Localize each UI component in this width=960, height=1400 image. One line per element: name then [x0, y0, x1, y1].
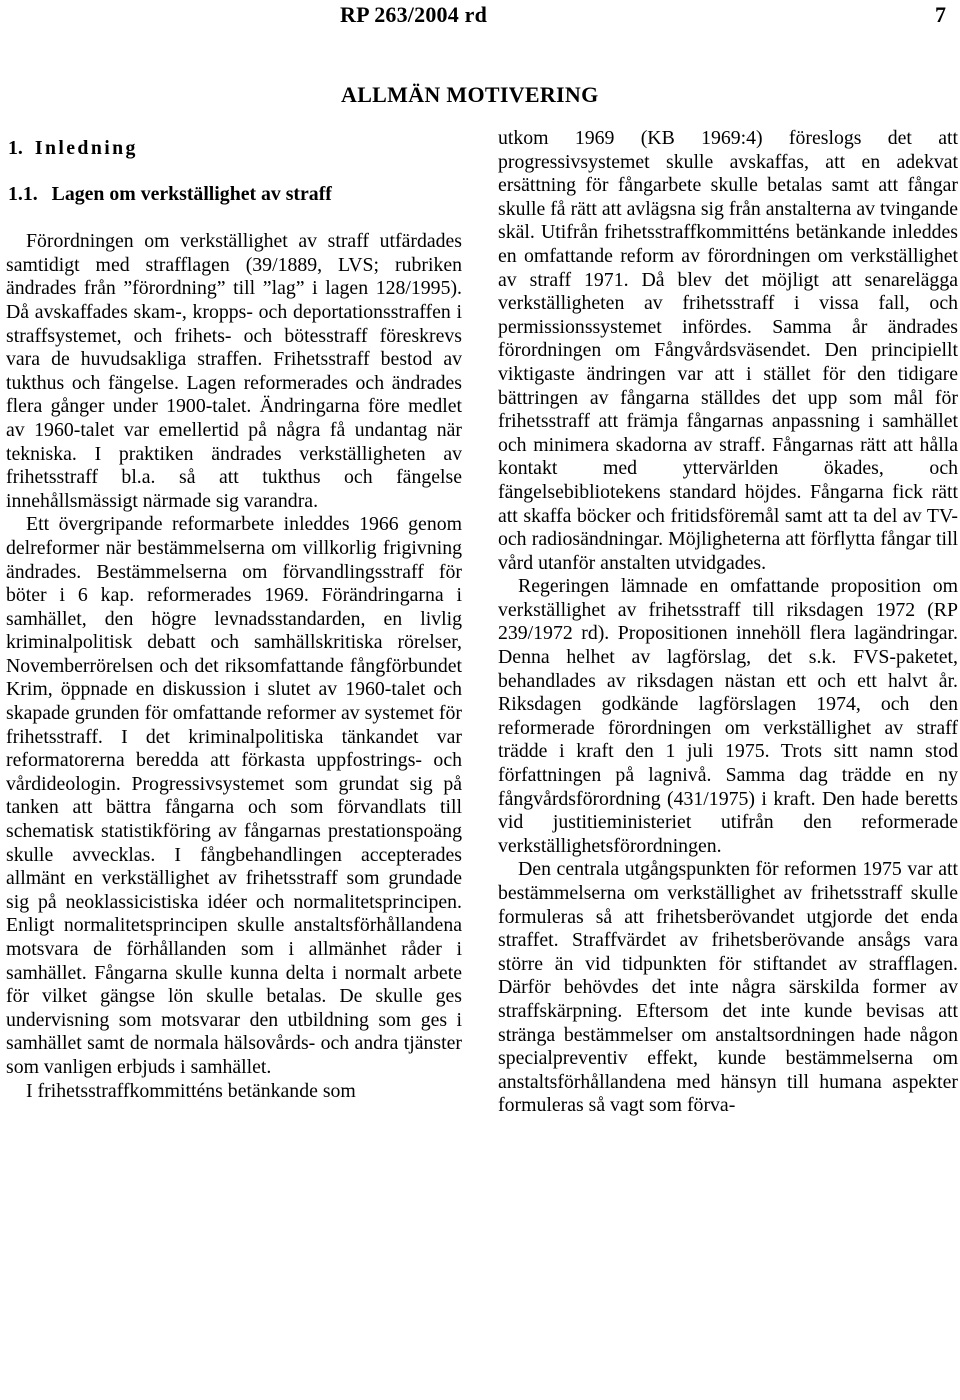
subsection-title: Lagen om verkställighet av straff: [51, 182, 332, 205]
chapter-title: Inledning: [34, 137, 138, 159]
paragraph: Förordningen om verkställighet av straff utfärdades samtidigt med strafflagen (39/1889, LVS; rubriken ändrades från ”förordning” till ”lag” i lagen 128/1995). Då avskaffades skam-, kropps- och deportationsstraffen i straffsystemet, och frihets- och bötesstraff föreskrevs vara de huvudsakliga straffen. Frihetsstraff bestod av tukthus och fängelse. Lagen reformerades och ändrades flera gånger under 1900-talet. Ändringarna före medlet av 1960-talet var emellertid på några få undantag när tekniska. I praktiken ändrades verkställigheten av frihetsstraff bl.a. så att tukthus och fängelse innehållsmässigt närmade sig varandra.: [6, 230, 462, 512]
subsection-heading: [6, 183, 462, 207]
left-column: [6, 127, 462, 1103]
chapter-heading: [6, 137, 462, 161]
paragraph: Regeringen lämnade en omfattande proposition om verkställighet av frihetsstraff till riksdagen 1972 (RP 239/1972 rd). Propositionen innehöll flera lagändringar. Denna helhet av lagförslag, det s.k. FVS-paketet, behandlades av riksdagen nästan ett och ett halvt år. Riksdagen godkände lagförslagen 1974, och den reformerade förordningen om verkställighet av straff trädde i kraft den 1 juli 1975. Trots sitt namn stod författningen på lagnivå. Samma dag trädde en ny fångvårdsförordning (431/1975) i kraft. Den hade beretts vid justitieministeriet utifrån den reformerade verkställighetsförordningen.: [498, 575, 958, 857]
section-title: ALLMÄN MOTIVERING: [341, 82, 599, 107]
right-column: [498, 127, 958, 1118]
paragraph: Ett övergripande reformarbete inleddes 1966 genom delreformer när bestämmelserna om villkorlig frigivning ändrades. Bestämmelserna om förvandlingsstraff för böter i 6 kap. reformerades 1969. Förändringarna i samhället, den högre levnadsstandarden, en livlig kriminalpolitisk debatt och samhällskritiska rörelser, Novemberrörelsen och det riksomfattande fångförbundet Krim, öppnade en diskussion i slutet av 1960-talet och skapade grunden för omfattande reformer av systemet för frihetsstraff. I det kriminalpolitiska tänkandet var reformatorerna beredda att förkasta uppfostrings- och vårdideologin. Progressivsystemet som grundat sig på tanken att bättra fångarna och som förvandlats till schematisk statistikföring av fångarnas prestationspoäng skulle avvecklas. I fångbehandlingen accepterades allmänt en verkställighet av frihetsstraff som grundade sig på neoklassicistiska idéer och normalitetsprincipen. Enligt normalitetsprincipen skulle anstaltsförhållandena motsvara de förhållanden som i allmänhet råder i samhället. Fångarna skulle kunna delta i normalt arbete för vilket gängse lön skulle betalas. De skulle ges undervisning som motsvarar den utbildning som ges i samhället samt de normala hälsovårds- och andra tjänster som vanligen erbjuds i samhället.: [6, 513, 462, 1078]
page-header: [0, 2, 960, 32]
chapter-number: 1.: [8, 137, 23, 159]
document-reference: RP 263/2004 rd: [340, 2, 488, 27]
paragraph: Den centrala utgångspunkten för reformen 1975 var att bestämmelserna om verkställighet av frihetsstraff skulle formuleras så att frihetsberövandet utgjorde det enda straffet. Straffvärdet av frihetsberövande ansågs vara större än vid tidpunkten för stiftandet av strafflagen. Därför behövdes det inte några särskilda former av straffskärpning. Eftersom det inte kunde bevisas att stränga bestämmelser om anstaltsordningen hade någon specialpreventiv effekt, kunde bestämmelserna om anstaltsförhållandena med hänsyn till humana aspekter formuleras så vagt som förva-: [498, 858, 958, 1117]
paragraph: utkom 1969 (KB 1969:4) föreslogs det att progressivsystemet skulle avskaffas, att en adekvat ersättning för fångarbete skulle betalas samt att fångar skulle få rätt att avlägsna sig från anstalterna av tvingande skäl. Utifrån frihetsstraffkommitténs betänkande inleddes en omfattande reform av förordningen om verkställighet av straff 1971. Då blev det möjligt att senarelägga verkställigheten av frihetsstraff i vissa fall, och permissionssystemet infördes. Samma år ändrades förordningen om Fångvårdsväsendet. Den principiellt viktigaste ändringen var att i stället för den tidigare bättringen av fångarna ställdes det upp som mål för frihetsstraff att främja fångarnas anpassning i samhället och minimera skadorna av straff. Fångarnas rätt att hålla kontakt med yttervärlden ökades, och fängelsebibliotekens standard höjdes. Fångarna fick rätt att skaffa böcker och fritidsföremål samt att ta del av TV- och radiosändningar. Möjligheterna att förflytta fångar till vård utanför anstalten utvidgades.: [498, 127, 958, 574]
subsection-number: 1.1.: [8, 182, 38, 205]
page-number: 7: [935, 2, 946, 27]
paragraph: I frihetsstraffkommitténs betänkande som: [26, 1079, 356, 1102]
